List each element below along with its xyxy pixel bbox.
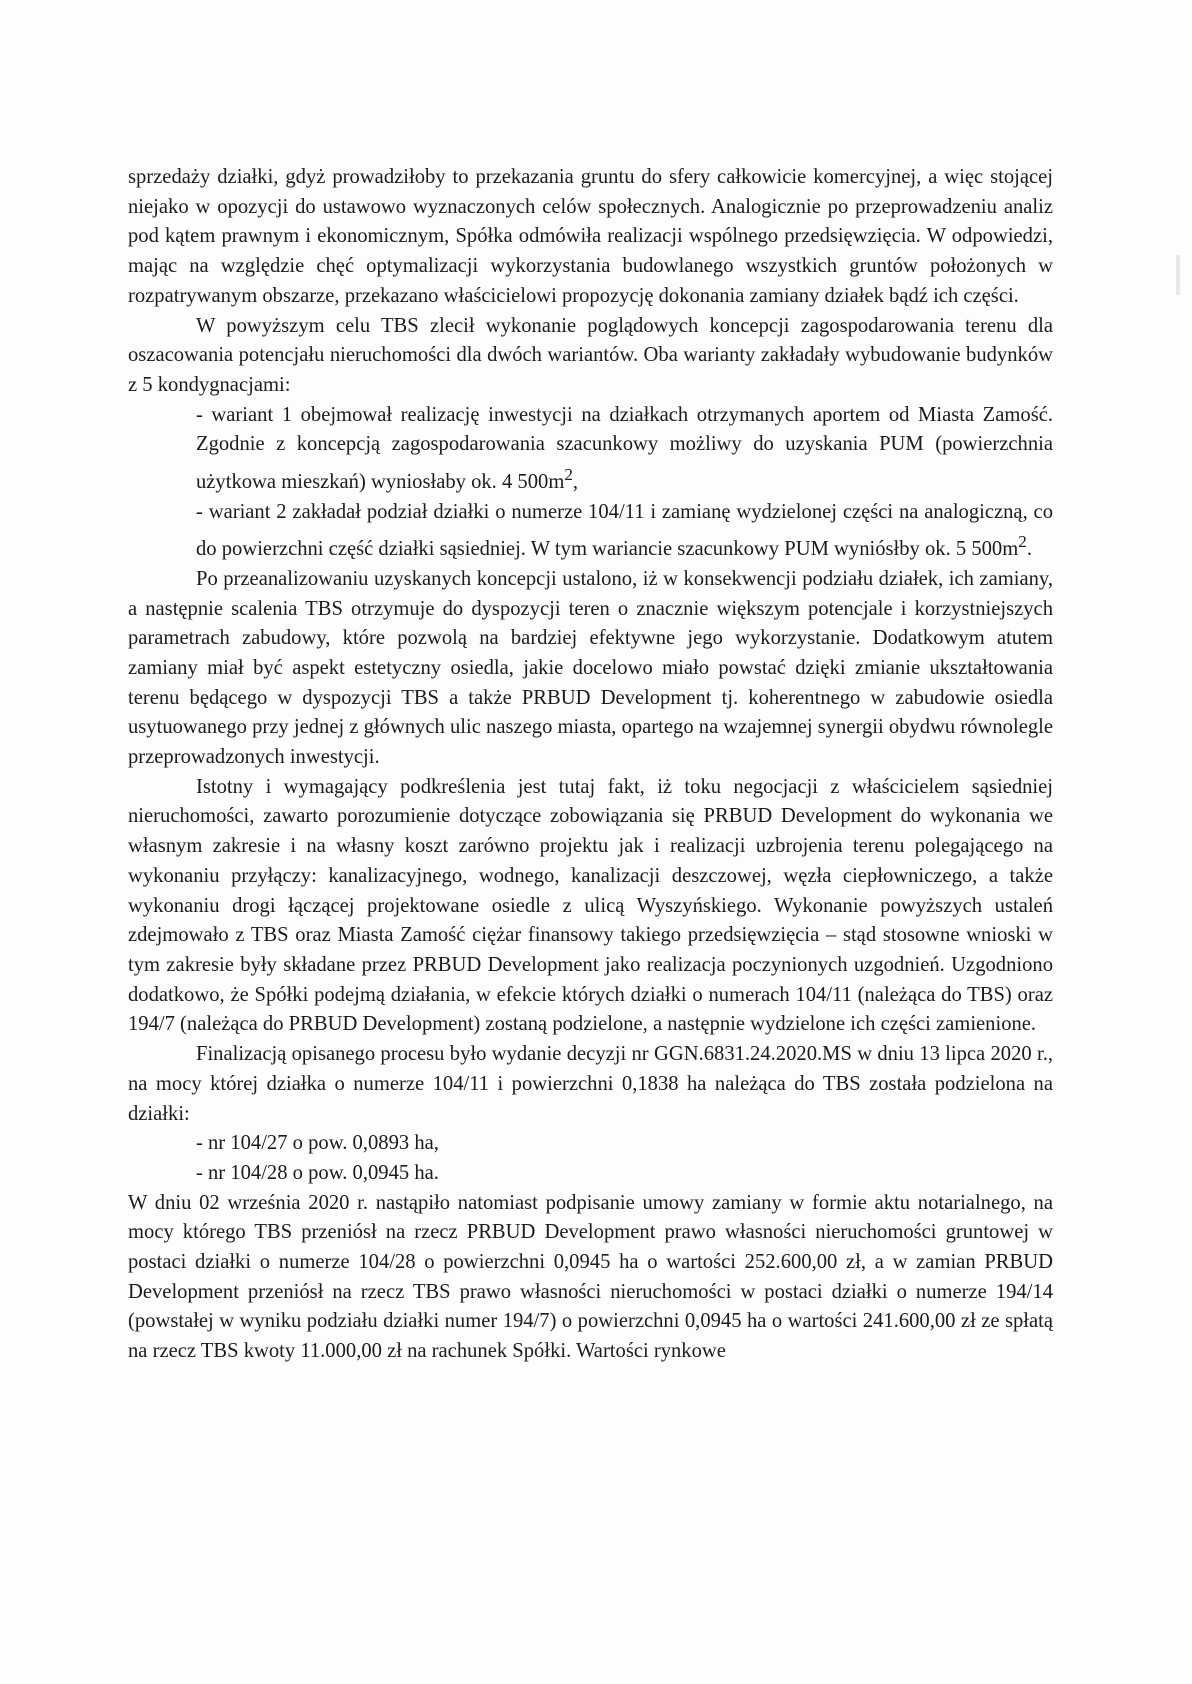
document-body (128, 163, 1053, 1367)
paragraph-5: Finalizacją opisanego procesu było wydanie decyzji nr GGN.6831.24.2020.MS w dniu 13 lipca 2020 r., na mocy której działka o numerze 104/11 i powierzchni 0,1838 ha należąca do TBS została podzielona na działki: (128, 1043, 1053, 1125)
wariant-1-superscript: 2 (564, 465, 573, 485)
list-item-dzialka-2: - nr 104/28 o pow. 0,0945 ha. (196, 1161, 439, 1184)
wariant-2-text: - wariant 2 zakładał podział działki o numerze 104/11 i zamianę wydzielonej części na analogiczną, co do powierzchni część działki sąsiedniej. W tym wariancie szacunkowy PUM wyniósłby ok. 5 500m (196, 500, 1053, 561)
paragraph-6: W dniu 02 września 2020 r. nastąpiło natomiast podpisanie umowy zamiany w formie aktu notarialnego, na mocy którego TBS przeniósł na rzecz PRBUD Development prawo własności nieruchomości gruntowej w postaci działki o numerze 104/28 o powierzchni 0,0945 ha o wartości 252.600,00 zł, a w zamian PRBUD Development przeniósł na rzecz TBS prawo własności nieruchomości w postaci działki o numerze 194/14 (powstałej w wyniku podziału działki numer 194/7) o powierzchni 0,0945 ha o wartości 241.600,00 zł ze spłatą na rzecz TBS kwoty 11.000,00 zł na rachunek Spółki. Wartości rynkowe (128, 1191, 1053, 1363)
wariant-2-end: . (1026, 538, 1032, 561)
list-item-wariant-1 (128, 401, 1053, 498)
list-item-wariant-2 (128, 498, 1053, 565)
paragraph-3: Po przeanalizowaniu uzyskanych koncepcji ustalono, iż w konsekwencji podziału działek, ich zamiany, a następnie scalenia TBS otrzymuje do dyspozycji teren o znacznie większym potencjale i korzystniejszych parametrach zabudowy, które pozwolą na bardziej efektywne jego wykorzystanie. Dodatkowym atutem zamiany miał być aspekt estetyczny osiedla, jakie docelowo miało powstać dzięki zmianie ukształtowania terenu będącego w dyspozycji TBS a także PRBUD Development tj. koherentnego w zabudowie osiedla usytuowanego przy jednej z głównych ulic naszego miasta, opartego na wzajemnej synergii obydwu równolegle przeprowadzonych inwestycji. (128, 567, 1053, 769)
paragraph-2: W powyższym celu TBS zlecił wykonanie poglądowych koncepcji zagospodarowania terenu dla oszacowania potencjału nieruchomości dla dwóch wariantów. Oba warianty zakładały wybudowanie budynków z 5 kondygnacjami: (128, 314, 1053, 396)
wariant-2-superscript: 2 (1018, 532, 1027, 552)
scan-edge-mark (1176, 255, 1180, 295)
paragraph-1: sprzedaży działki, gdyż prowadziłoby to przekazania gruntu do sfery całkowicie komercyjnej, a więc stojącej niejako w opozycji do ustawowo wyznaczonych celów społecznych. Analogicznie po przeprowadzeniu analiz pod kątem prawnym i ekonomicznym, Spółka odmówiła realizacji wspólnego przedsięwzięcia. W odpowiedzi, mając na względzie chęć optymalizacji wykorzystania budowlanego wszystkich gruntów położonych w rozpatrywanym obszarze, przekazano właścicielowi propozycję dokonania zamiany działek bądź ich części. (128, 166, 1053, 307)
paragraph-4: Istotny i wymagający podkreślenia jest tutaj fakt, iż toku negocjacji z właścicielem sąsiedniej nieruchomości, zawarto porozumienie dotyczące zobowiązania się PRBUD Development do wykonania we własnym zakresie i na własny koszt zarówno projektu jak i realizacji uzbrojenia terenu polegającego na wykonaniu przyłączy: kanalizacyjnego, wodnego, kanalizacji deszczowej, węzła ciepłowniczego, a także wykonaniu drogi łączącej projektowane osiedle z ulicą Wyszyńskiego. Wykonanie powyższych ustaleń zdejmowało z TBS oraz Miasta Zamość ciężar finansowy takiego przedsięwzięcia – stąd stosowne wnioski w tym zakresie były składane przez PRBUD Development jako realizacja poczynionych uzgodnień. Uzgodniono dodatkowo, że Spółki podejmą działania, w efekcie których działki o numerach 104/11 (należąca do TBS) oraz 194/7 (należąca do PRBUD Development) zostaną podzielone, a następnie wydzielone ich części zamienione. (128, 775, 1053, 1036)
wariant-1-text: - wariant 1 obejmował realizację inwestycji na działkach otrzymanych aportem od Miasta Zamość. Zgodnie z koncepcją zagospodarowania szacunkowy możliwy do uzyskania PUM (powierzchnia użytkowa mieszkań) wyniosłaby ok. 4 500m (196, 403, 1053, 493)
wariant-1-end: , (572, 470, 579, 493)
list-item-dzialka-1: - nr 104/27 o pow. 0,0893 ha, (196, 1132, 439, 1155)
